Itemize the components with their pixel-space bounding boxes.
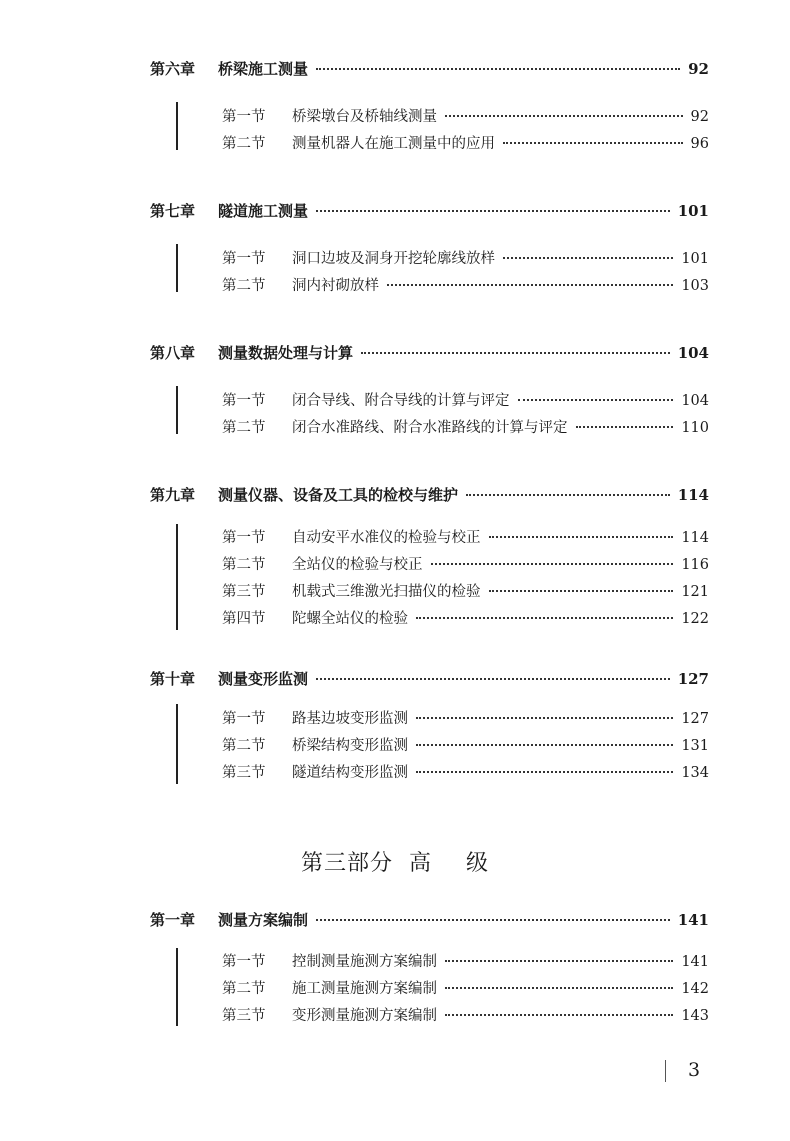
part-name: 第三部分 xyxy=(300,851,393,876)
toc-section-entry[interactable] xyxy=(222,553,709,574)
section-title: 洞内衬砌放样 xyxy=(292,278,379,294)
dot-leader xyxy=(445,1014,673,1016)
section-number: 第二节 xyxy=(222,557,266,573)
section-number: 第三节 xyxy=(222,584,266,600)
section-title: 路基边坡变形监测 xyxy=(292,711,408,727)
chapter-page: 92 xyxy=(688,60,709,78)
section-page: 101 xyxy=(681,251,709,267)
section-group-bar xyxy=(176,244,178,292)
chapter-number: 第六章 xyxy=(150,60,196,78)
chapter-number: 第一章 xyxy=(150,911,196,929)
section-group-bar xyxy=(176,704,178,784)
dot-leader xyxy=(387,284,673,286)
dot-leader xyxy=(445,115,683,117)
chapter-title: 隧道施工测量 xyxy=(218,202,309,220)
dot-leader xyxy=(489,590,674,592)
toc-section-entry[interactable] xyxy=(222,977,709,998)
toc-section-entry[interactable] xyxy=(222,607,709,628)
section-page: 110 xyxy=(681,420,709,436)
toc-section-entry[interactable] xyxy=(222,247,709,268)
section-page: 92 xyxy=(690,109,709,125)
part-level-b: 级 xyxy=(466,851,490,876)
section-page: 96 xyxy=(690,136,709,152)
dot-leader xyxy=(431,563,674,565)
section-group-bar xyxy=(176,948,178,1026)
section-title: 测量机器人在施工测量中的应用 xyxy=(292,136,495,152)
dot-leader xyxy=(416,717,673,719)
section-title: 陀螺全站仪的检验 xyxy=(292,611,408,627)
section-number: 第四节 xyxy=(222,611,266,627)
chapter-page: 127 xyxy=(677,670,709,688)
toc-section-entry[interactable] xyxy=(222,950,709,971)
dot-leader xyxy=(503,257,673,259)
dot-leader xyxy=(489,536,674,538)
chapter-page: 104 xyxy=(677,344,709,362)
section-title: 控制测量施测方案编制 xyxy=(292,954,437,970)
chapter-page: 114 xyxy=(677,486,709,504)
dot-leader xyxy=(416,771,673,773)
section-page: 131 xyxy=(681,738,709,754)
section-title: 隧道结构变形监测 xyxy=(292,765,408,781)
toc-section-entry[interactable] xyxy=(222,1004,709,1025)
section-number: 第一节 xyxy=(222,393,266,409)
toc-chapter-entry[interactable] xyxy=(150,342,709,363)
section-title: 全站仪的检验与校正 xyxy=(292,557,423,573)
toc-section-entry[interactable] xyxy=(222,526,709,547)
section-page: 142 xyxy=(681,981,709,997)
section-number: 第一节 xyxy=(222,251,266,267)
section-group-bar xyxy=(176,386,178,434)
section-number: 第三节 xyxy=(222,765,266,781)
dot-leader xyxy=(316,919,670,921)
section-title: 桥梁墩台及桥轴线测量 xyxy=(292,109,437,125)
section-page: 122 xyxy=(681,611,709,627)
chapter-number: 第九章 xyxy=(150,486,196,504)
section-title: 闭合导线、附合导线的计算与评定 xyxy=(292,393,510,409)
toc-chapter-entry[interactable] xyxy=(150,484,709,505)
section-title: 变形测量施测方案编制 xyxy=(292,1008,437,1024)
chapter-number: 第十章 xyxy=(150,670,196,688)
toc-section-entry[interactable] xyxy=(222,132,709,153)
toc-chapter-entry[interactable] xyxy=(150,58,709,79)
dot-leader xyxy=(416,617,673,619)
dot-leader xyxy=(503,142,683,144)
toc-section-entry[interactable] xyxy=(222,416,709,437)
section-page: 121 xyxy=(681,584,709,600)
chapter-number: 第七章 xyxy=(150,202,196,220)
section-page: 103 xyxy=(681,278,709,294)
section-page: 143 xyxy=(681,1008,709,1024)
section-title: 桥梁结构变形监测 xyxy=(292,738,408,754)
part-heading xyxy=(0,846,790,877)
chapter-number: 第八章 xyxy=(150,344,196,362)
section-page: 141 xyxy=(681,954,709,970)
section-page: 116 xyxy=(681,557,709,573)
dot-leader xyxy=(316,210,670,212)
chapter-title: 测量仪器、设备及工具的检校与维护 xyxy=(218,486,459,504)
dot-leader xyxy=(518,399,674,401)
toc-section-entry[interactable] xyxy=(222,580,709,601)
section-number: 第三节 xyxy=(222,1008,266,1024)
part-level-a: 高 xyxy=(408,851,432,876)
toc-section-entry[interactable] xyxy=(222,274,709,295)
chapter-title: 桥梁施工测量 xyxy=(218,60,309,78)
section-number: 第二节 xyxy=(222,420,266,436)
toc-section-entry[interactable] xyxy=(222,389,709,410)
section-group-bar xyxy=(176,524,178,630)
dot-leader xyxy=(466,494,670,496)
section-title: 施工测量施测方案编制 xyxy=(292,981,437,997)
section-title: 洞口边坡及洞身开挖轮廓线放样 xyxy=(292,251,495,267)
dot-leader xyxy=(445,987,673,989)
toc-section-entry[interactable] xyxy=(222,105,709,126)
toc-chapter-entry[interactable] xyxy=(150,909,709,930)
section-group-bar xyxy=(176,102,178,150)
chapter-title: 测量变形监测 xyxy=(218,670,309,688)
section-number: 第一节 xyxy=(222,109,266,125)
toc-chapter-entry[interactable] xyxy=(150,668,709,689)
dot-leader xyxy=(316,68,680,70)
section-page: 127 xyxy=(681,711,709,727)
section-number: 第二节 xyxy=(222,278,266,294)
section-number: 第一节 xyxy=(222,711,266,727)
dot-leader xyxy=(361,352,670,354)
section-title: 机载式三维激光扫描仪的检验 xyxy=(292,584,481,600)
section-number: 第二节 xyxy=(222,738,266,754)
section-number: 第二节 xyxy=(222,136,266,152)
dot-leader xyxy=(316,678,670,680)
section-number: 第一节 xyxy=(222,954,266,970)
toc-section-entry[interactable] xyxy=(222,761,709,782)
chapter-title: 测量方案编制 xyxy=(218,911,309,929)
chapter-page: 141 xyxy=(677,911,709,929)
dot-leader xyxy=(416,744,673,746)
toc-chapter-entry[interactable] xyxy=(150,200,709,221)
section-page: 134 xyxy=(681,765,709,781)
chapter-title: 测量数据处理与计算 xyxy=(218,344,354,362)
section-number: 第二节 xyxy=(222,981,266,997)
page-number: 3 xyxy=(688,1059,701,1081)
toc-section-entry[interactable] xyxy=(222,734,709,755)
section-number: 第一节 xyxy=(222,530,266,546)
chapter-page: 101 xyxy=(677,202,709,220)
section-page: 114 xyxy=(681,530,709,546)
section-title: 闭合水准路线、附合水准路线的计算与评定 xyxy=(292,420,568,436)
toc-section-entry[interactable] xyxy=(222,707,709,728)
section-title: 自动安平水准仪的检验与校正 xyxy=(292,530,481,546)
dot-leader xyxy=(576,426,674,428)
section-page: 104 xyxy=(681,393,709,409)
dot-leader xyxy=(445,960,673,962)
footer-divider xyxy=(665,1060,666,1082)
